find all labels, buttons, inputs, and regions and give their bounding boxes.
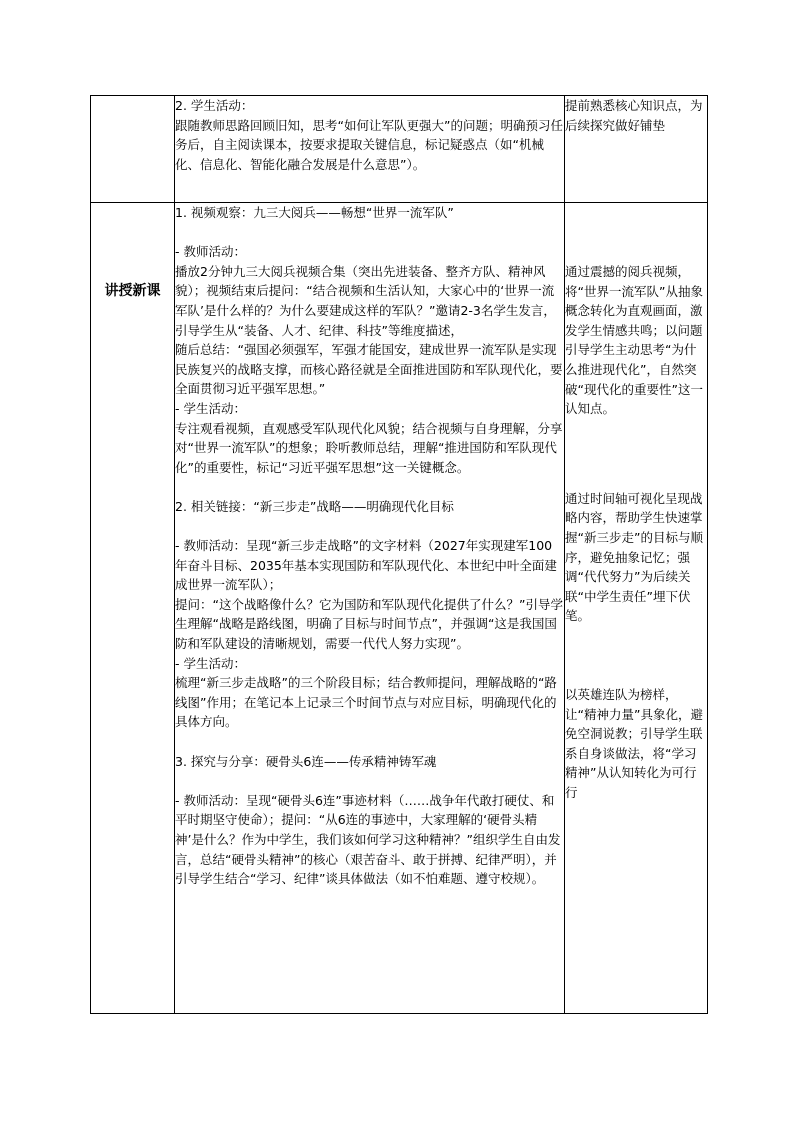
section-title: 3. 探究与分享：硬骨头6连——传承精神铸军魂 [175,753,437,769]
design-intent-text: 以英雄连队为榜样，让“精神力量”具象化，避免空洞说教；引导学生联系自身谈做法，将“学习精神”从认知转化为可行行 [565,686,703,800]
activity-cell [175,96,565,203]
design-intent-cell [565,96,708,203]
student-activity-text: 梳理“新三步走战略”的三个阶段目标；结合教师提问，理解战略的“路线图”作用；在笔记本上记录三个时间节点与对应目标，明确现代化的具体方向。 [175,675,557,730]
student-activity-text: 跟随教师思路回顾旧知，思考“如何让军队更强大”的问题；明确预习任务后，自主阅读课本，按要求提取关键信息，标记疑惑点（如“机械化、信息化、智能化融合发展是什么意思”）。 [175,117,563,172]
stage-label-cell [91,203,175,1014]
teacher-activity-text: - 教师活动：呈现“硬骨头6连”事迹材料（……战争年代敢打硬仗、和平时期坚守使命）；提问：“从6连的事迹中，大家理解的‘硬骨头精神’是什么？作为中学生，我们该如何学习这种精神？”组织学生自由发言，总结“硬骨头精神”的核心（艰苦奋斗、敢于拼搏、纪律严明），并引导学生结合“学习、纪律”谈具体做法（如不怕难题、遵守校规）。 [175,792,561,887]
design-intent-text: 通过时间轴可视化呈现战略内容，帮助学生快速掌握“新三步走”的目标与顺序，避免抽象记忆；强调“代代努力”为后续关联“中学生责任”埋下伏笔。 [565,490,703,624]
stage-label-cell [91,96,175,203]
teacher-activity-text: 播放2分钟九三大阅兵视频合集（突出先进装备、整齐方队、精神风貌）；视频结束后提问：“结合视频和生活认知，大家心中的‘世界一流军队’是什么样的？为什么要建成这样的军队？”邀请2-3名学生发言，引导学生从“装备、人才、纪律、科技”等维度描述， [175,263,556,338]
design-intent-cell [565,203,708,1014]
student-activity-title: 2. 学生活动： [175,98,254,113]
section-title: 1. 视频观察：九三大阅兵——畅想“世界一流军队” [175,205,454,220]
teacher-activity-text: - 教师活动：呈现“新三步走战略”的文字材料（2027年实现建军100年奋斗目标、2035年基本实现国防和军队现代化、本世纪中叶全面建成世界一流军队）； [175,538,557,593]
activity-cell [175,203,565,1014]
section-title: 2. 相关链接：“新三步走”战略——明确现代化目标 [175,498,454,514]
teacher-summary-text: 随后总结：“强国必须强军，军强才能国安，建成世界一流军队是实现民族复兴的战略支撑，而核心路径就是全面推进国防和军队现代化，要全面贯彻习近平强军思想。” [175,342,563,397]
lesson-plan-table [90,95,708,1014]
student-activity-heading: - 学生活动： [175,400,246,416]
table-row [91,96,708,203]
table-row [91,203,708,1014]
student-activity-text: 专注观看视频，直观感受军队现代化风貌；结合视频与自身理解，分享对“世界一流军队”的想象；聆听教师总结，理解“推进国防和军队现代化”的重要性，标记“习近平强军思想”这一关键概念。 [175,420,563,475]
teacher-activity-heading: - 教师活动： [175,244,246,260]
design-intent-text: 提前熟悉核心知识点，为后续探究做好铺垫 [565,98,703,133]
student-activity-heading: - 学生活动： [175,655,246,671]
design-intent-text: 通过震撼的阅兵视频，将“世界一流军队”从抽象概念转化为直观画面，激发学生情感共鸣；以问题引导学生主动思考“为什么推进现代化”，自然突破“现代化的重要性”这一认知点。 [565,264,703,417]
stage-label: 讲授新课 [104,283,161,299]
teacher-question-text: 提问：“这个战略像什么？它为国防和军队现代化提供了什么？”引导学生理解“战略是路线图，明确了目标与时间节点”，并强调“这是我国国防和军队建设的清晰规划，需要一代代人努力实现”。 [175,596,563,652]
